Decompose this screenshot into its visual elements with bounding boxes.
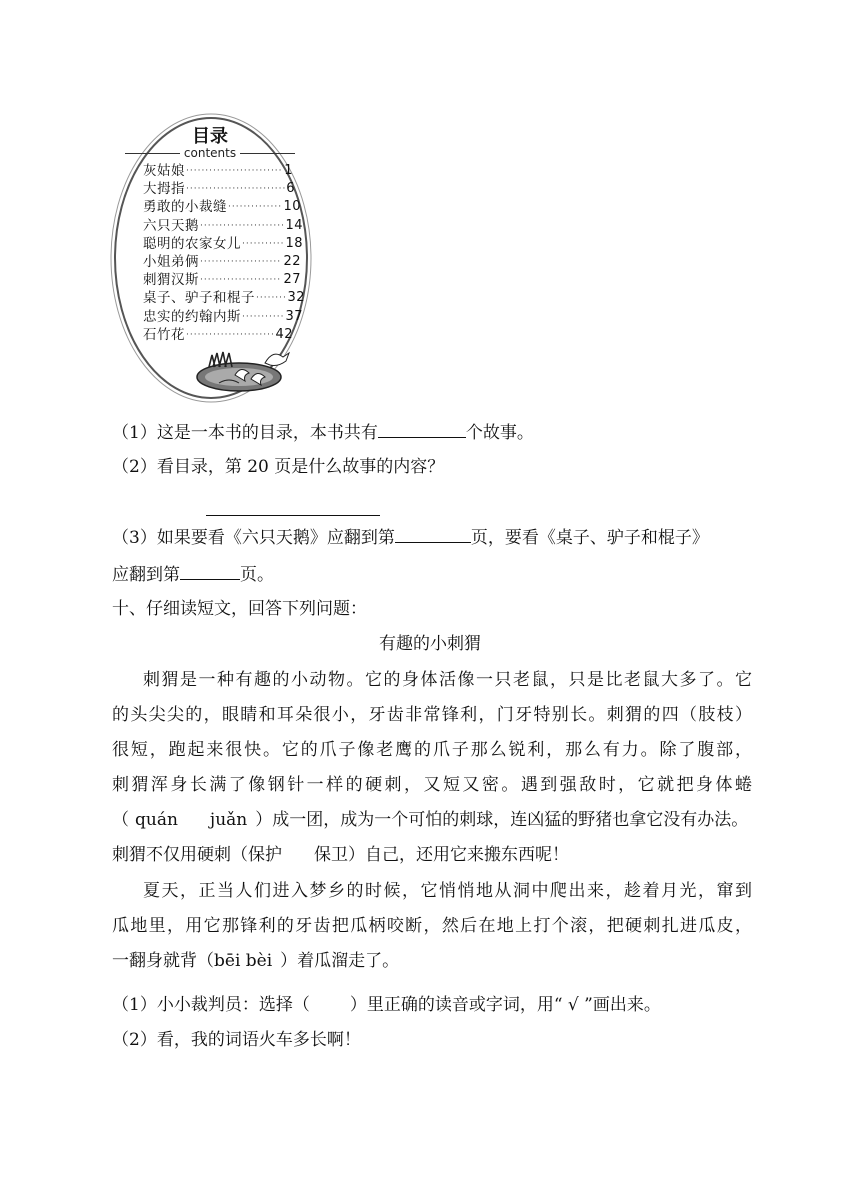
- story-title: 有趣的小刺猬: [379, 634, 481, 654]
- dot-leader: [186, 326, 274, 344]
- divider: [240, 153, 295, 154]
- question-9-2: （2）看目录，第 20 页是什么故事的内容？: [112, 457, 445, 477]
- toc-entry-page: 42: [275, 326, 293, 342]
- question-9-1: （1）这是一本书的目录，本书共有 个故事。: [112, 420, 534, 445]
- toc-entry-title: 刺猬汉斯: [143, 272, 199, 289]
- toc-entry-title: 石竹花: [143, 326, 185, 343]
- paragraph-line: 夏天，正当人们进入梦乡的时候，它悄悄地从洞中爬出来，趁着月光，窜到: [143, 881, 752, 901]
- toc-entry-title: 忠实的约翰内斯: [143, 308, 241, 325]
- dot-leader: [186, 180, 285, 198]
- paragraph-line: 刺猬浑身长满了像钢针一样的硬刺，又短又密。遇到强敌时，它就把身体蜷: [112, 775, 752, 795]
- question-9-3: （3）如果要看《六只天鹅》应翻到第 页，要看《桌子、驴子和棍子》: [112, 525, 709, 550]
- toc-list: [143, 162, 358, 344]
- dot-leader: [242, 235, 284, 253]
- pinyin-option[interactable]: juǎn: [209, 810, 248, 830]
- section-heading: 十、仔细读短文，回答下列问题：: [112, 599, 367, 619]
- sub-question-1: （1）小小裁判员：选择（ ）里正确的读音或字词，用“ √ ”画出来。: [112, 995, 661, 1015]
- dot-leader: [256, 289, 286, 307]
- toc-entry: [143, 326, 293, 344]
- toc-entry-title: 大拇指: [143, 181, 185, 198]
- toc-entry: [143, 308, 303, 326]
- paragraph-line: 瓜地里，用它那锋利的牙齿把瓜柄咬断，然后在地上打个滚，把硬刺扎进瓜皮，: [112, 916, 752, 936]
- toc-entry-title: 灰姑娘: [143, 163, 185, 179]
- toc-entry: [143, 253, 301, 271]
- paragraph-line: 很短，跑起来很快。它的爪子像老鹰的爪子那么锐利，那么有力。除了腹部，: [112, 740, 752, 760]
- toc-entry-page: 10: [283, 199, 301, 215]
- toc-entry-title: 勇敢的小裁缝: [143, 199, 227, 216]
- toc-entry-page: 37: [285, 308, 303, 324]
- toc-entry-page: 32: [287, 290, 305, 306]
- toc-entry: [143, 235, 303, 253]
- geese-pond-illustration: [195, 347, 295, 395]
- toc-entry-page: 1: [284, 163, 293, 178]
- toc-illustration: [105, 110, 315, 410]
- toc-entry-page: 18: [285, 235, 303, 251]
- toc-entry: [143, 289, 305, 307]
- toc-entry: [143, 217, 303, 235]
- paragraph-line-pinyin-choice: （ quán juǎn ）成一团，成为一个可怕的刺球，连凶猛的野猪也拿它没有办法。: [112, 810, 749, 830]
- dot-leader: [228, 198, 282, 216]
- sub-question-2: （2）看，我的词语火车多长啊！: [112, 1030, 361, 1050]
- toc-entry: [143, 162, 293, 180]
- paragraph-line-word-choice: 刺猬不仅用硬刺（保护 保卫）自己，还用它来搬东西呢！: [112, 845, 569, 865]
- divider: [125, 153, 180, 154]
- answer-blank[interactable]: [395, 525, 471, 543]
- toc-entry: [143, 198, 301, 216]
- dot-leader: [200, 253, 282, 271]
- answer-blank[interactable]: [378, 420, 466, 438]
- pinyin-option[interactable]: quán: [135, 810, 178, 830]
- toc-entry-page: 27: [283, 272, 301, 288]
- dot-leader: [242, 308, 284, 326]
- toc-entry-title: 聪明的农家女儿: [143, 235, 241, 252]
- toc-entry: [143, 271, 301, 289]
- toc-entry: [143, 180, 295, 198]
- answer-blank[interactable]: [206, 495, 380, 516]
- toc-entry-title: 小姐弟俩: [143, 253, 199, 270]
- paragraph-line: 的头尖尖的，眼睛和耳朵很小，牙齿非常锋利，门牙特别长。刺猬的四（肢枝）: [112, 705, 752, 725]
- answer-blank[interactable]: [180, 562, 240, 580]
- question-9-3-cont: 应翻到第 页。: [112, 562, 274, 587]
- toc-entry-page: 14: [285, 217, 303, 233]
- toc-subtitle-row: [125, 146, 295, 160]
- toc-subtitle: contents: [183, 146, 237, 160]
- dot-leader: [186, 162, 283, 180]
- toc-entry-title: 六只天鹅: [143, 217, 199, 234]
- paragraph-line-pinyin-choice: 一翻身就背（bēi bèi ）着瓜溜走了。: [112, 951, 400, 971]
- toc-entry-title: 桌子、驴子和棍子: [143, 290, 255, 307]
- toc-entry-page: 6: [286, 181, 295, 197]
- dot-leader: [200, 271, 282, 289]
- paragraph-line: 刺猬是一种有趣的小动物。它的身体活像一只老鼠，只是比老鼠大多了。它: [143, 670, 752, 690]
- pinyin-option[interactable]: bēi bèi: [214, 951, 273, 971]
- toc-title: 目录: [192, 126, 228, 147]
- toc-entry-page: 22: [283, 253, 301, 269]
- dot-leader: [200, 217, 284, 235]
